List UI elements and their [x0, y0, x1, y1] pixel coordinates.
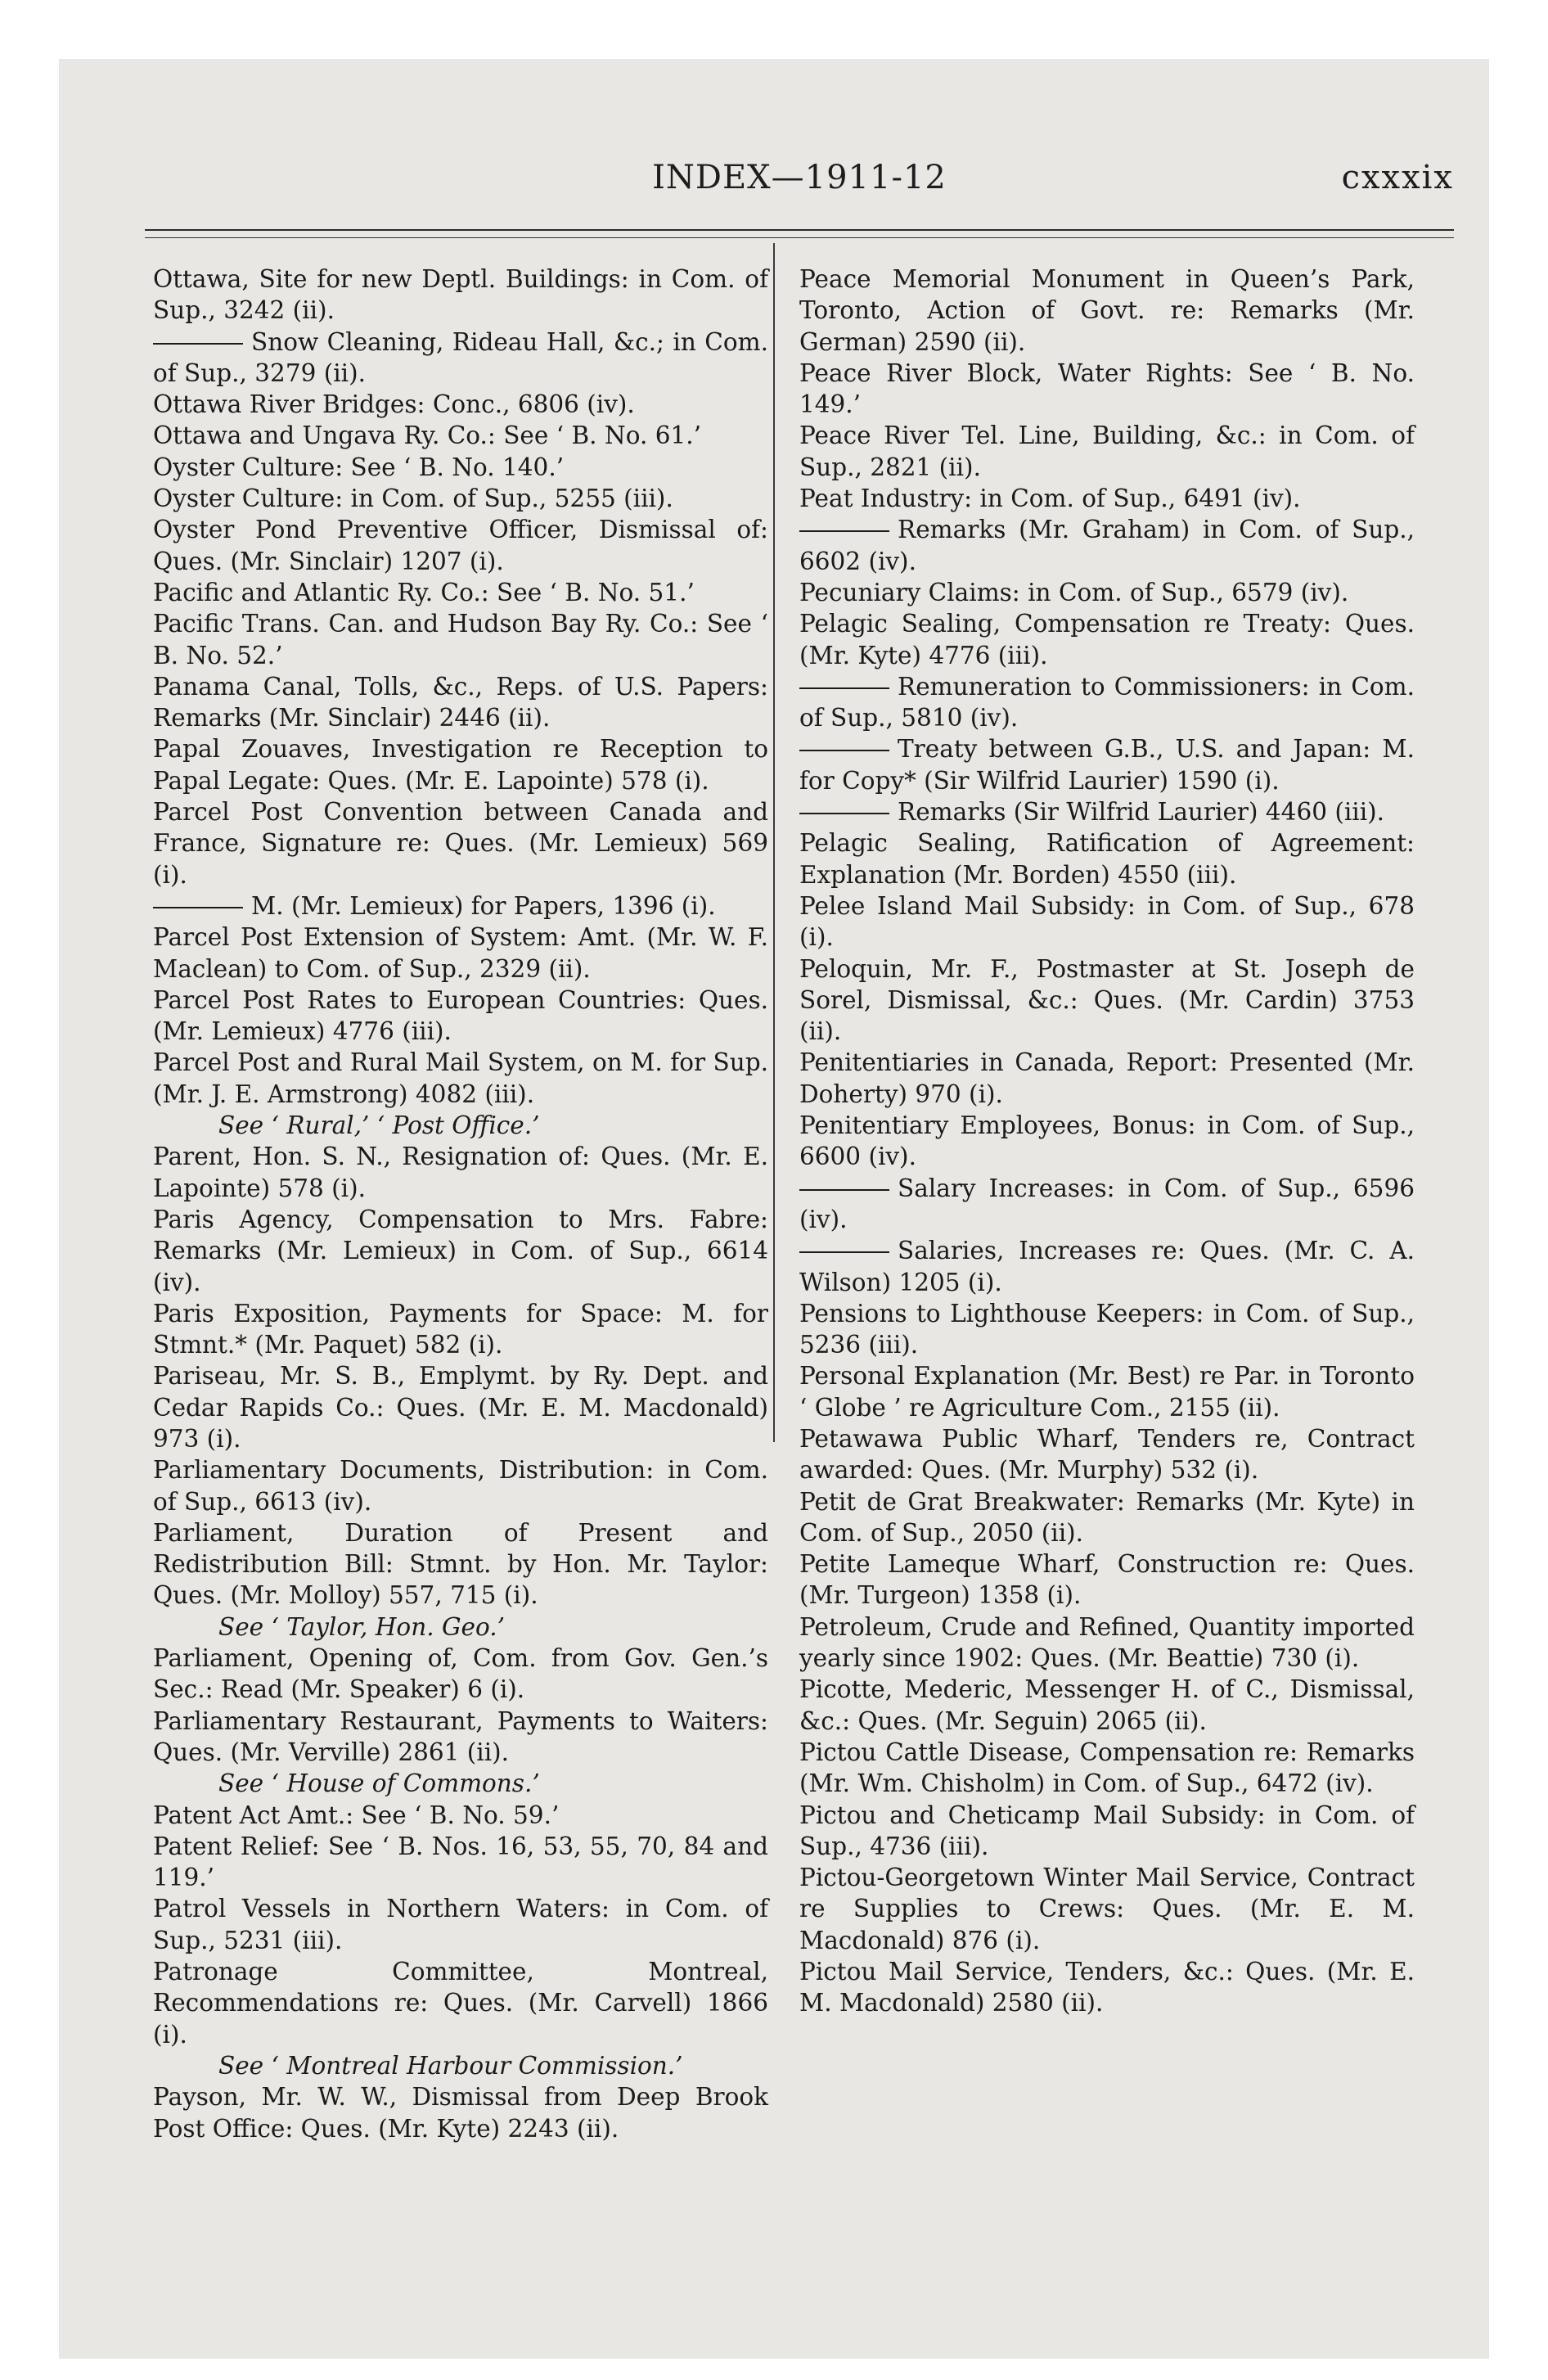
- index-entry-text: Parliament, Duration of Present and Redistribution Bill: Stmnt. by Hon. Mr. Taylor: Ques. (Mr. Molloy) 557, 715 (i).: [153, 1518, 768, 1610]
- index-entry-text: Patrol Vessels in Northern Waters: in Com. of Sup., 5231 (iii).: [153, 1895, 768, 1954]
- index-entry-text: Paris Exposition, Payments for Space: M. for Stmnt.* (Mr. Paquet) 582 (i).: [153, 1299, 768, 1359]
- index-entry-text: See ‘ Rural,’ ‘ Post Office.’: [218, 1111, 540, 1140]
- index-entry-text: Parcel Post Convention between Canada and France, Signature re: Ques. (Mr. Lemieux) 569 (i).: [153, 798, 768, 889]
- index-entry-text: Salaries, Increases re: Ques. (Mr. C. A. Wilson) 1205 (i).: [799, 1237, 1415, 1296]
- index-entry: [799, 1173, 1415, 1236]
- index-entry: [153, 1643, 768, 1706]
- index-entry: [153, 327, 768, 390]
- index-entry: [153, 389, 768, 420]
- index-entry: [799, 577, 1415, 608]
- page-title: INDEX—1911-12: [652, 159, 947, 196]
- index-entry-text: See ‘ House of Commons.’: [218, 1769, 540, 1798]
- repeat-dash: [799, 813, 889, 814]
- index-entry: [799, 1235, 1415, 1298]
- page-number: cxxxix: [1341, 159, 1454, 196]
- index-entry-text: Pictou and Cheticamp Mail Subsidy: in Com. of Sup., 4736 (iii).: [799, 1801, 1415, 1860]
- repeat-dash: [799, 750, 889, 751]
- index-entry-text: Peace River Tel. Line, Building, &c.: in Com. of Sup., 2821 (ii).: [799, 421, 1415, 481]
- repeat-dash: [799, 530, 889, 532]
- index-entry: [153, 1768, 768, 1799]
- index-entry: [799, 514, 1415, 577]
- index-entry-text: Parcel Post Extension of System: Amt. (Mr. W. F. Maclean) to Com. of Sup., 2329 (ii).: [153, 923, 768, 983]
- index-entry: [153, 1517, 768, 1611]
- index-entry-text: Remuneration to Commissioners: in Com. of Sup., 5810 (iv).: [799, 672, 1415, 732]
- index-entry-text: Pelagic Sealing, Compensation re Treaty: Ques. (Mr. Kyte) 4776 (iii).: [799, 610, 1415, 669]
- index-entry: [153, 608, 768, 671]
- index-entry-text: Peloquin, Mr. F., Postmaster at St. Joseph de Sorel, Dismissal, &c.: Ques. (Mr. Cardin) 3753 (ii).: [799, 954, 1415, 1046]
- index-entry: [799, 1737, 1415, 1800]
- index-entry: [153, 1110, 768, 1141]
- index-entry: [153, 1800, 768, 1831]
- index-entry-text: Payson, Mr. W. W., Dismissal from Deep Brook Post Office: Ques. (Mr. Kyte) 2243 (ii).: [153, 2083, 768, 2143]
- index-entry-text: Patent Relief: See ‘ B. Nos. 16, 53, 55, 70, 84 and 119.’: [153, 1832, 768, 1892]
- index-entry-text: Oyster Pond Preventive Officer, Dismissal of: Ques. (Mr. Sinclair) 1207 (i).: [153, 516, 768, 575]
- index-entry: [153, 1611, 768, 1643]
- index-entry-text: Parcel Post Rates to European Countries: Ques. (Mr. Lemieux) 4776 (iii).: [153, 985, 768, 1046]
- index-entry: [153, 922, 768, 985]
- index-entry-text: Personal Explanation (Mr. Best) re Par. in Toronto ‘ Globe ’ re Agriculture Com., 2155 (ii).: [799, 1362, 1415, 1422]
- index-entry: [153, 796, 768, 890]
- index-entry-text: Oyster Culture: in Com. of Sup., 5255 (iii).: [153, 485, 673, 513]
- index-entry-text: Pensions to Lighthouse Keepers: in Com. of Sup., 5236 (iii).: [799, 1299, 1415, 1359]
- index-entry: [799, 1548, 1415, 1611]
- index-entry: [153, 420, 768, 451]
- index-entry-text: Pelee Island Mail Subsidy: in Com. of Sup., 678 (i).: [799, 891, 1415, 952]
- index-entry-text: Pecuniary Claims: in Com. of Sup., 6579 (iv).: [799, 578, 1349, 606]
- index-entry-text: Patent Act Amt.: See ‘ B. No. 59.’: [153, 1801, 560, 1829]
- index-entry: [799, 1611, 1415, 1675]
- index-entry: [799, 264, 1415, 358]
- index-entry-text: Patronage Committee, Montreal, Recommendations re: Ques. (Mr. Carvell) 1866 (i).: [153, 1958, 768, 2049]
- index-entry: [799, 1862, 1415, 1956]
- index-entry-text: See ‘ Montreal Harbour Commission.’: [218, 2051, 683, 2080]
- index-entry-text: Remarks (Sir Wilfrid Laurier) 4460 (iii).: [898, 798, 1385, 827]
- index-page: [59, 59, 1489, 2359]
- index-entry-text: Parcel Post and Rural Mail System, on M. for Sup. (Mr. J. E. Armstrong) 4082 (iii).: [153, 1048, 768, 1108]
- index-entry: [799, 1674, 1415, 1737]
- index-entry: [799, 1047, 1415, 1110]
- index-entry: [153, 1454, 768, 1517]
- index-entry: [799, 358, 1415, 421]
- left-column: [153, 264, 768, 2144]
- index-entry: [799, 953, 1415, 1048]
- index-entry-text: Parliamentary Restaurant, Payments to Waiters: Ques. (Mr. Verville) 2861 (ii).: [153, 1706, 768, 1766]
- index-entry: [153, 1047, 768, 1110]
- index-entry: [153, 1706, 768, 1769]
- index-entry: [153, 452, 768, 483]
- index-entry: [153, 2081, 768, 2144]
- index-entry-text: Papal Zouaves, Investigation re Reception to Papal Legate: Ques. (Mr. E. Lapointe) 578 (i).: [153, 735, 768, 795]
- repeat-dash: [799, 687, 889, 689]
- repeat-dash: [153, 343, 243, 345]
- index-entry-text: Treaty between G.B., U.S. and Japan: M. for Copy* (Sir Wilfrid Laurier) 1590 (i).: [799, 735, 1415, 795]
- index-entry: [153, 1141, 768, 1204]
- index-entry: [799, 1423, 1415, 1486]
- index-entry-text: See ‘ Taylor, Hon. Geo.’: [218, 1612, 505, 1641]
- index-entry: [153, 483, 768, 514]
- scanned-page: [59, 59, 1489, 2359]
- index-entry-text: Petit de Grat Breakwater: Remarks (Mr. Kyte) in Com. of Sup., 2050 (ii).: [799, 1487, 1415, 1547]
- index-entry: [153, 1831, 768, 1894]
- index-entry: [153, 1360, 768, 1454]
- index-entry-text: Penitentiary Employees, Bonus: in Com. of Sup., 6600 (iv).: [799, 1111, 1415, 1171]
- index-entry: [799, 796, 1415, 827]
- index-entry: [153, 1893, 768, 1956]
- index-entry: [153, 671, 768, 734]
- index-entry: [153, 2050, 768, 2081]
- index-entry-text: Ottawa, Site for new Deptl. Buildings: in Com. of Sup., 3242 (ii).: [153, 265, 768, 325]
- index-entry-text: Ottawa and Ungava Ry. Co.: See ‘ B. No. 61.’: [153, 421, 702, 450]
- index-entry-text: Parliamentary Documents, Distribution: in Com. of Sup., 6613 (iv).: [153, 1456, 768, 1516]
- index-entry-text: Pacific Trans. Can. and Hudson Bay Ry. Co.: See ‘ B. No. 52.’: [153, 610, 768, 669]
- index-entry-text: M. (Mr. Lemieux) for Papers, 1396 (i).: [251, 891, 716, 920]
- index-entry-text: Petite Lameque Wharf, Construction re: Ques. (Mr. Turgeon) 1358 (i).: [799, 1550, 1415, 1610]
- index-entry: [153, 514, 768, 577]
- index-entry: [799, 1298, 1415, 1361]
- index-entry: [799, 1800, 1415, 1863]
- index-entry: [799, 420, 1415, 483]
- index-entry-text: Snow Cleaning, Rideau Hall, &c.; in Com. of Sup., 3279 (ii).: [153, 327, 768, 387]
- column-divider: [773, 243, 775, 1442]
- repeat-dash: [153, 907, 243, 908]
- index-entry-text: Petroleum, Crude and Refined, Quantity imported yearly since 1902: Ques. (Mr. Beattie) 730 (i).: [799, 1612, 1415, 1673]
- index-entry-text: Panama Canal, Tolls, &c., Reps. of U.S. Papers: Remarks (Mr. Sinclair) 2446 (ii).: [153, 672, 768, 732]
- index-entry-text: Peat Industry: in Com. of Sup., 6491 (iv).: [799, 485, 1301, 513]
- index-entry-text: Pictou Cattle Disease, Compensation re: Remarks (Mr. Wm. Chisholm) in Com. of Sup., 6472 (iv).: [799, 1738, 1415, 1798]
- index-entry: [799, 671, 1415, 734]
- index-entry: [799, 1110, 1415, 1173]
- index-entry: [799, 1360, 1415, 1423]
- index-entry-text: Oyster Culture: See ‘ B. No. 140.’: [153, 453, 565, 481]
- index-entry: [153, 733, 768, 796]
- index-entry-text: Parliament, Opening of, Com. from Gov. Gen.’s Sec.: Read (Mr. Speaker) 6 (i).: [153, 1644, 768, 1704]
- repeat-dash: [799, 1251, 889, 1253]
- index-entry-text: Pictou-Georgetown Winter Mail Service, Contract re Supplies to Crews: Ques. (Mr. E. M. Macdonald) 876 (i).: [799, 1864, 1415, 1954]
- index-entry: [153, 1204, 768, 1298]
- index-entry-text: Petawawa Public Wharf, Tenders re, Contract awarded: Ques. (Mr. Murphy) 532 (i).: [799, 1424, 1415, 1485]
- index-entry: [153, 577, 768, 608]
- index-entry: [153, 1298, 768, 1361]
- header-rule-thin: [145, 237, 1454, 238]
- index-entry-text: Pictou Mail Service, Tenders, &c.: Ques. (Mr. E. M. Macdonald) 2580 (ii).: [799, 1958, 1415, 2017]
- index-entry: [799, 827, 1415, 890]
- index-entry-text: Picotte, Mederic, Messenger H. of C., Dismissal, &c.: Ques. (Mr. Seguin) 2065 (ii).: [799, 1675, 1415, 1735]
- page-header: [145, 159, 1454, 208]
- index-entry: [799, 890, 1415, 953]
- index-entry-text: Peace River Block, Water Rights: See ‘ B. No. 149.’: [799, 358, 1415, 419]
- right-column: [799, 264, 1415, 2019]
- index-entry-text: Remarks (Mr. Graham) in Com. of Sup., 6602 (iv).: [799, 516, 1415, 575]
- index-entry: [153, 890, 768, 922]
- index-entry-text: Pariseau, Mr. S. B., Emplymt. by Ry. Dept. and Cedar Rapids Co.: Ques. (Mr. E. M. Macdonald) 973 (i).: [153, 1362, 768, 1453]
- index-entry: [799, 608, 1415, 671]
- index-entry-text: Pelagic Sealing, Ratification of Agreement: Explanation (Mr. Borden) 4550 (iii).: [799, 829, 1415, 889]
- header-rule-thick: [145, 229, 1454, 231]
- index-entry-text: Parent, Hon. S. N., Resignation of: Ques. (Mr. E. Lapointe) 578 (i).: [153, 1143, 768, 1202]
- index-entry: [799, 483, 1415, 514]
- index-entry: [153, 985, 768, 1048]
- index-entry: [153, 1956, 768, 2050]
- index-entry: [799, 1956, 1415, 2019]
- index-entry-text: Salary Increases: in Com. of Sup., 6596 (iv).: [799, 1174, 1415, 1233]
- index-entry: [799, 1486, 1415, 1549]
- index-entry-text: Pacific and Atlantic Ry. Co.: See ‘ B. No. 51.’: [153, 578, 695, 606]
- index-entry: [799, 733, 1415, 796]
- index-entry-text: Ottawa River Bridges: Conc., 6806 (iv).: [153, 390, 635, 419]
- index-entry-text: Penitentiaries in Canada, Report: Presented (Mr. Doherty) 970 (i).: [799, 1048, 1415, 1108]
- index-entry-text: Paris Agency, Compensation to Mrs. Fabre: Remarks (Mr. Lemieux) in Com. of Sup., 6614 (iv).: [153, 1205, 768, 1296]
- repeat-dash: [799, 1189, 889, 1191]
- index-entry-text: Peace Memorial Monument in Queen’s Park, Toronto, Action of Govt. re: Remarks (Mr. German) 2590 (ii).: [799, 265, 1415, 356]
- index-entry: [153, 264, 768, 327]
